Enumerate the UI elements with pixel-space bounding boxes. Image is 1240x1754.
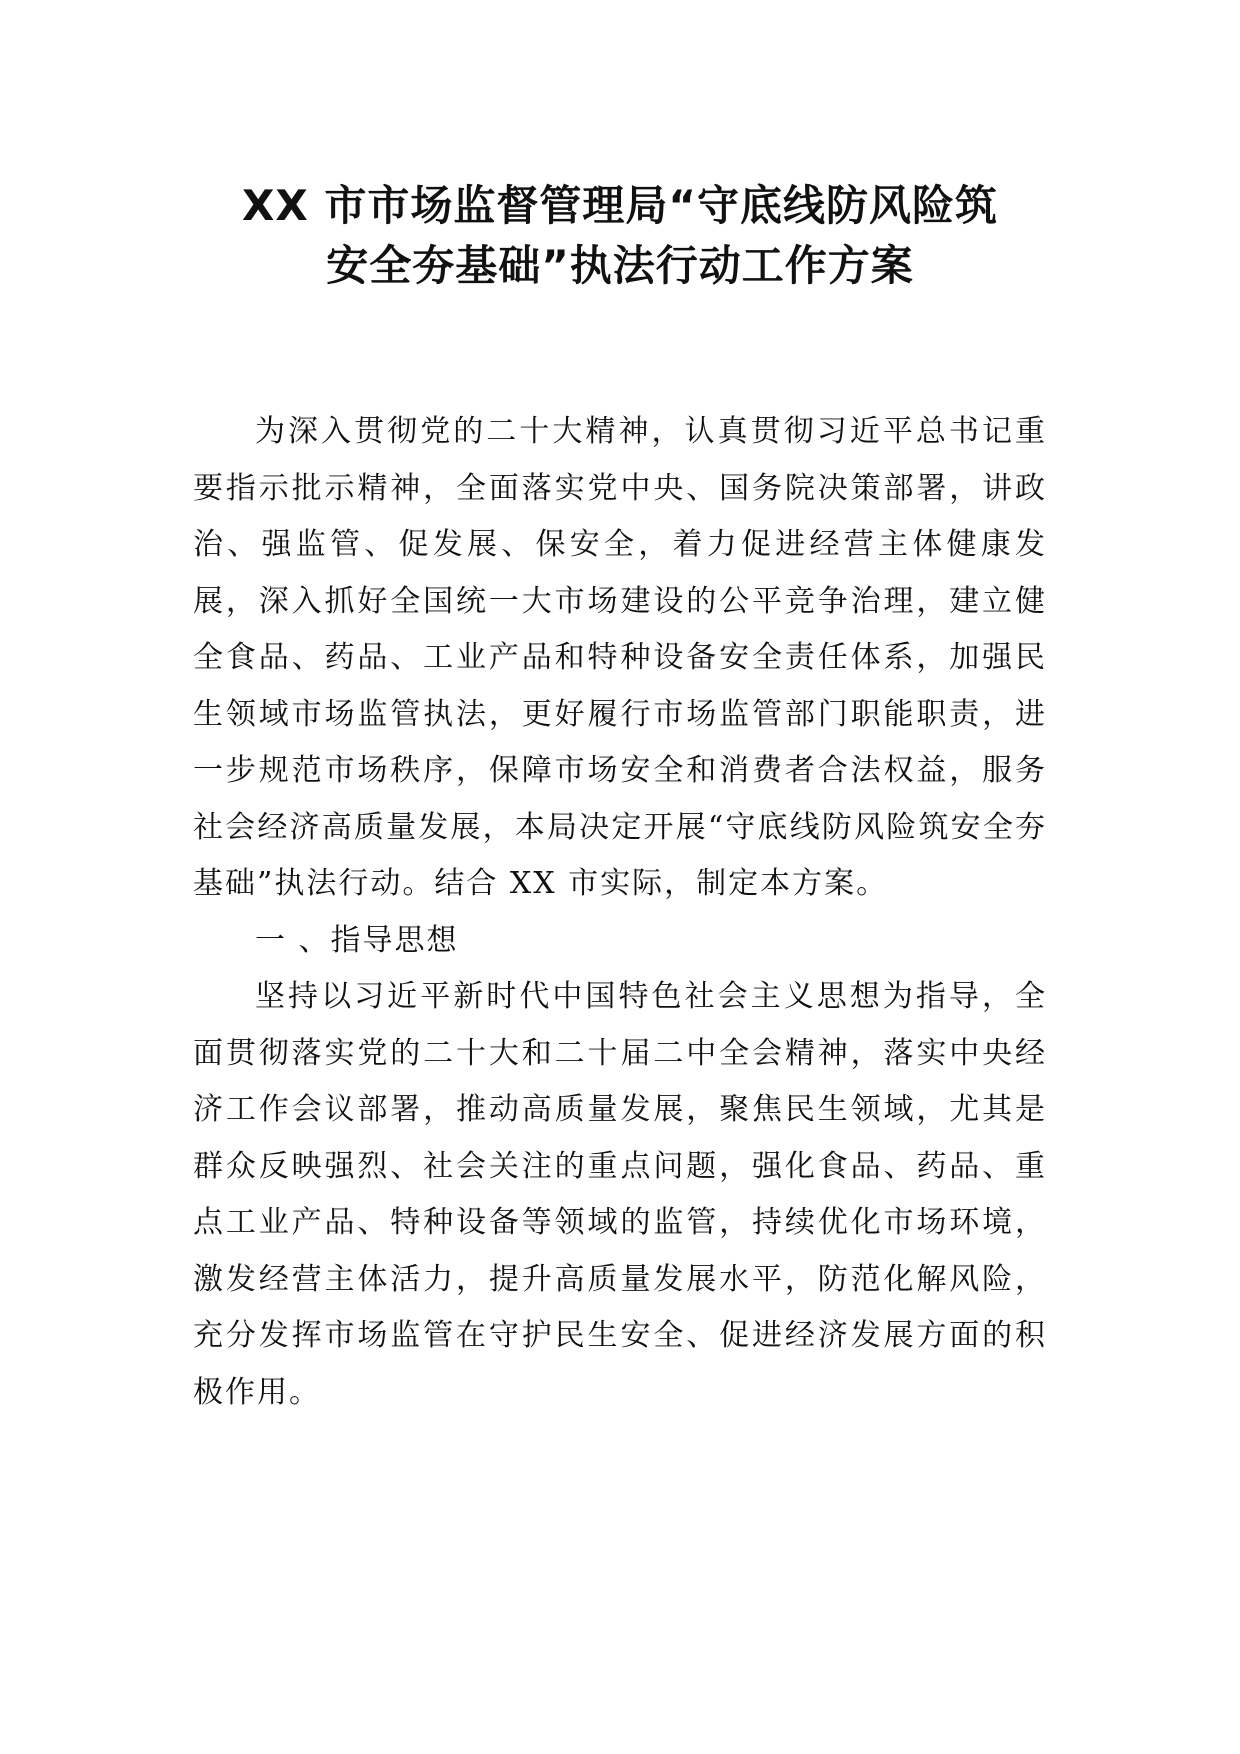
intro-paragraph: 为深入贯彻党的二十大精神，认真贯彻习近平总书记重要指示批示精神，全面落实党中央、国务院决策部署，讲政治、强监管、促发展、保安全，着力促进经营主体健康发展，深入抓好全国统一大市场建设的公平竞争治理，建立健全食品、药品、工业产品和特种设备安全责任体系，加强民生领域市场监管执法，更好履行市场监管部门职能职责，进一步规范市场秩序，保障市场安全和消费者合法权益，服务社会经济高质量发展，本局决定开展“守底线防风险筑安全夯基础”执法行动。结合 XX 市实际，制定本方案。 xyxy=(193,414,1047,901)
document-body xyxy=(193,404,1047,1421)
section-heading-guiding-ideology: 一 、指导思想 xyxy=(255,922,459,958)
title-line-1: XX 市市场监督管理局“守底线防风险筑 xyxy=(242,181,998,230)
title-line-2: 安全夯基础”执法行动工作方案 xyxy=(326,241,914,290)
section-paragraph-guiding-ideology: 坚持以习近平新时代中国特色社会主义思想为指导，全面贯彻落实党的二十大和二十届二中全会精神，落实中央经济工作会议部署，推动高质量发展，聚焦民生领域，尤其是群众反映强烈、社会关注的重点问题，强化食品、药品、重点工业产品、特种设备等领域的监管，持续优化市场环境，激发经营主体活力，提升高质量发展水平，防范化解风险，充分发挥市场监管在守护民生安全、促进经济发展方面的积极作用。 xyxy=(193,979,1047,1410)
document-title xyxy=(150,176,1090,296)
